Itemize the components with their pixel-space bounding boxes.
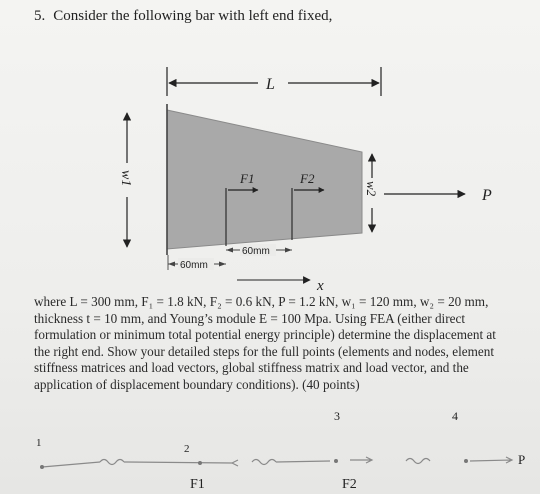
dim2-label: 60mm xyxy=(242,246,270,257)
sketch-segment-2 xyxy=(124,462,232,463)
dim1-arrow-left xyxy=(168,262,175,267)
sketch-segment-1 xyxy=(42,462,100,467)
node-1-dot xyxy=(40,465,44,469)
right-width-dimension xyxy=(364,154,379,232)
node-2-label: 2 xyxy=(184,443,190,455)
handwritten-sketch xyxy=(42,457,512,467)
spacing-dimension-2 xyxy=(226,244,292,257)
load-p-label: P xyxy=(482,187,492,204)
sketch-arrow-p xyxy=(470,457,512,463)
w1-label: w1 xyxy=(118,170,133,187)
sketch-arrow-3 xyxy=(350,457,372,463)
body-line: application of displacement boundary conditions). (40 points) xyxy=(34,376,360,392)
handwritten-nodes xyxy=(36,409,525,492)
sketch-spring-1 xyxy=(100,460,124,465)
sketch-segment-3 xyxy=(276,461,330,462)
body-line: where L = 300 mm, F₁ = 1.8 kN, F₂ = 0.6 kN, P = 1.2 kN, w₁ = 120 mm, w₂ = 20 mm, xyxy=(34,294,489,309)
left-width-dimension xyxy=(118,113,133,247)
problem-text: Consider the following bar with left end fixed, xyxy=(53,8,333,24)
dim1-arrow-right xyxy=(219,262,226,267)
handwritten-p: P xyxy=(518,452,526,467)
force-f1-label: F1 xyxy=(240,171,255,186)
body-line: stiffness matrices and load vectors, global stiffness matrix and load vector, and the xyxy=(34,360,469,376)
dim2-arrow-left xyxy=(226,248,233,253)
problem-body xyxy=(34,294,540,394)
sketch-spring-3 xyxy=(406,459,430,464)
node-3-label: 3 xyxy=(334,409,340,423)
length-dimension xyxy=(167,67,381,96)
node-1-label: 1 xyxy=(36,437,42,449)
node-4-label: 4 xyxy=(452,409,458,423)
dim1-label: 60mm xyxy=(180,260,208,271)
node-4-dot xyxy=(464,459,468,463)
w2-label: w2 xyxy=(364,181,379,197)
tapered-bar xyxy=(167,110,362,249)
x-axis xyxy=(237,278,324,294)
sketch-arrow-2 xyxy=(232,460,238,466)
handwritten-f1: F1 xyxy=(190,477,205,492)
length-label: L xyxy=(266,76,275,93)
body-line: formulation or minimum total potential energy principle) determine the displacement at xyxy=(34,327,496,343)
body-line: thickness t = 10 mm, and Young’s module E = 100 Mpa. Using FEA (either direct xyxy=(34,310,465,326)
sketch-spring-2 xyxy=(252,460,276,465)
load-p xyxy=(384,187,492,204)
node-2-dot xyxy=(198,461,202,465)
force-f2-label: F2 xyxy=(300,171,315,186)
handwritten-f2: F2 xyxy=(342,477,357,492)
body-line: the right end. Show your detailed steps for the full points (elements and nodes, element xyxy=(34,343,494,359)
spacing-dimension-1 xyxy=(168,258,226,271)
x-axis-label: x xyxy=(317,278,324,294)
problem-number: 5. xyxy=(34,8,46,24)
node-3-dot xyxy=(334,459,338,463)
dim2-arrow-right xyxy=(285,248,292,253)
